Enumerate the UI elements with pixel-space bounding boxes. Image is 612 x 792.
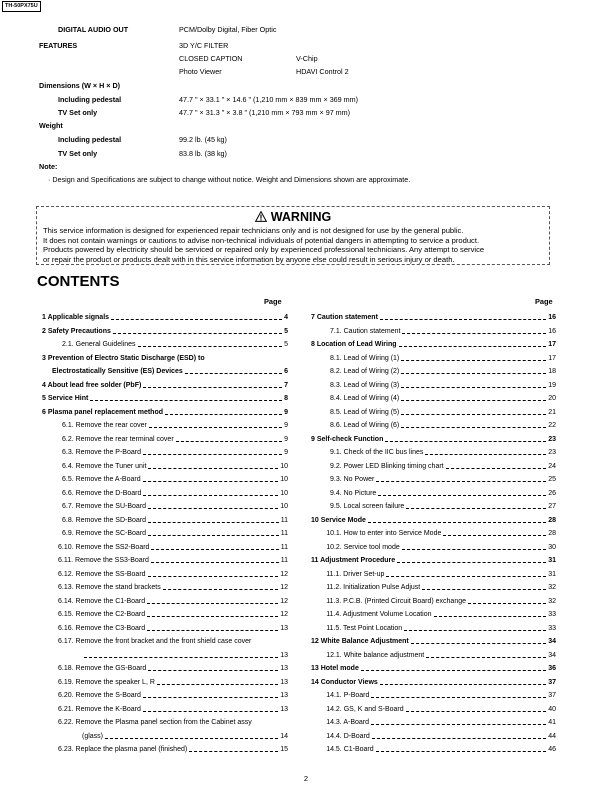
toc-entry[interactable] (330, 421, 556, 430)
toc-entry-page: 37 (548, 678, 556, 686)
toc-entry[interactable] (326, 570, 556, 579)
toc-entry[interactable] (330, 408, 556, 417)
toc-entry[interactable] (326, 705, 556, 714)
toc-leader-dots (376, 481, 546, 482)
toc-entry[interactable] (42, 394, 288, 403)
weight-label: Weight (39, 121, 63, 130)
toc-entry-title: 6.5. Remove the A-Board (62, 476, 141, 483)
toc-leader-dots (165, 414, 282, 415)
toc-entry[interactable] (330, 354, 556, 363)
toc-entry[interactable] (58, 624, 288, 633)
toc-entry-title: 6.9. Remove the SC-Board (62, 530, 147, 537)
toc-leader-dots (143, 387, 282, 388)
toc-entry-page: 5 (284, 327, 288, 335)
toc-entry-title: 14.4. D-Board (326, 732, 370, 740)
toc-entry[interactable] (311, 678, 556, 687)
toc-leader-dots (143, 481, 279, 482)
toc-entry[interactable] (62, 489, 288, 498)
toc-leader-dots (446, 468, 547, 469)
toc-entry-page: 6 (284, 368, 288, 375)
toc-entry-title: 14.5. C1-Board (326, 746, 374, 753)
toc-entry[interactable] (58, 637, 288, 646)
toc-entry-page: 20 (548, 395, 556, 402)
toc-entry[interactable] (326, 624, 556, 633)
toc-entry-title: 9.1. Check of the IIC bus lines (330, 449, 424, 456)
toc-entry-title: 8.3. Lead of Wiring (3) (330, 381, 400, 389)
toc-entry-title: 11.4. Adjustment Volume Location (326, 611, 432, 618)
toc-entry-title: 9.4. No Picture (330, 489, 377, 497)
toc-entry-title: (glass) (82, 732, 104, 740)
page-number: 2 (303, 774, 309, 783)
toc-leader-dots (402, 549, 546, 550)
dim-incl-value: 47.7 " × 33.1 " × 14.6 " (1,210 mm × 839 mm × 369 mm) (179, 95, 359, 104)
toc-entry[interactable] (62, 435, 288, 444)
toc-leader-dots (422, 589, 546, 590)
toc-entry-page: 13 (280, 665, 288, 672)
toc-entry-title: 2.1. General Guidelines (62, 341, 136, 348)
toc-entry[interactable] (58, 678, 288, 687)
toc-entry[interactable] (330, 475, 556, 484)
toc-entry-page: 17 (548, 354, 556, 362)
toc-entry[interactable] (62, 475, 288, 484)
toc-entry[interactable] (311, 516, 556, 525)
toc-entry-page: 10 (280, 503, 288, 510)
feature-item: HDAVI Control 2 (296, 67, 349, 76)
toc-entry-title: 10 Service Mode (311, 516, 366, 524)
toc-entry-title: 7 Caution statement (311, 314, 378, 321)
toc-entry-page: 16 (548, 314, 556, 321)
toc-entry[interactable] (311, 637, 556, 646)
toc-entry[interactable] (330, 394, 556, 403)
toc-entry-page: 12 (280, 611, 288, 618)
model-tag: TH-50PX75U (2, 1, 41, 12)
page-column-label-left: Page (264, 297, 282, 306)
features-label: FEATURES (39, 41, 78, 50)
toc-entry-page: 25 (548, 476, 556, 483)
toc-leader-dots (401, 387, 546, 388)
toc-entry[interactable] (58, 570, 288, 579)
toc-leader-dots (402, 333, 546, 334)
toc-leader-dots (468, 603, 546, 604)
toc-entry-page: 34 (548, 651, 556, 659)
warning-line: Products powered by electricity should be serviced or repaired only by experienced professional technicians. Any attempt to service (43, 245, 485, 255)
toc-leader-dots (401, 414, 546, 415)
toc-entry[interactable] (311, 313, 556, 322)
toc-entry-page: 44 (548, 732, 556, 740)
toc-entry-title: 6.10. Remove the SS2-Board (58, 543, 150, 551)
toc-leader-dots (434, 616, 547, 617)
toc-entry-title: 6.7. Remove the SU-Board (62, 503, 147, 510)
toc-entry-title: 6.12. Remove the SS-Board (58, 570, 146, 578)
toc-entry[interactable] (58, 583, 288, 592)
toc-leader-dots (371, 697, 546, 698)
toc-entry-page: 5 (284, 341, 288, 348)
toc-entry[interactable] (42, 313, 288, 322)
toc-entry-page: 23 (548, 435, 556, 443)
toc-leader-dots (401, 360, 546, 361)
toc-entry[interactable] (42, 408, 288, 417)
toc-leader-dots (84, 657, 278, 658)
toc-entry[interactable] (62, 516, 288, 525)
feature-item: V-Chip (296, 54, 318, 63)
toc-entry-page: 17 (548, 341, 556, 348)
toc-entry[interactable] (330, 381, 556, 390)
toc-entry-title: 7.1. Caution statement (330, 327, 401, 335)
toc-entry-page: 10 (280, 489, 288, 497)
toc-leader-dots (385, 441, 546, 442)
dimensions-label: Dimensions (W × H × D) (39, 81, 121, 90)
toc-leader-dots (372, 738, 546, 739)
toc-entry[interactable] (42, 354, 288, 363)
toc-entry-title: 14 Conductor Views (311, 678, 378, 686)
toc-entry-title: 11.1. Driver Set-up (326, 570, 385, 578)
toc-entry-title: 3 Prevention of Electro Static Discharge (ESD) to (42, 354, 205, 362)
toc-entry[interactable] (330, 327, 556, 336)
toc-entry-title: 13 Hotel mode (311, 665, 359, 672)
toc-entry-title: 9.5. Local screen failure (330, 503, 405, 510)
toc-entry-title: 9.3. No Power (330, 476, 375, 483)
toc-entry[interactable] (326, 529, 556, 538)
toc-leader-dots (176, 441, 282, 442)
toc-entry[interactable] (62, 529, 288, 538)
toc-entry[interactable] (326, 610, 556, 619)
toc-entry[interactable] (326, 718, 556, 727)
toc-entry[interactable] (58, 664, 288, 673)
toc-entry-page: 11 (280, 516, 288, 524)
toc-leader-dots (397, 562, 546, 563)
toc-leader-dots (111, 319, 282, 320)
toc-entry-page: 36 (548, 665, 556, 672)
toc-entry-page: 11 (280, 557, 288, 564)
toc-entry-title: 8.1. Lead of Wiring (1) (330, 354, 400, 362)
toc-entry-page: 12 (280, 597, 288, 605)
wt-tv-label: TV Set only (58, 149, 98, 158)
toc-entry-page: 22 (548, 422, 556, 429)
toc-entry-page: 13 (280, 651, 288, 659)
toc-leader-dots (401, 427, 546, 428)
toc-entry-page: 12 (280, 570, 288, 578)
warning-body (43, 226, 547, 264)
toc-entry-title: 4 About lead free solder (PbF) (42, 381, 142, 389)
toc-entry-title: 8.4. Lead of Wiring (4) (330, 395, 400, 402)
toc-entry-page: 9 (284, 449, 288, 456)
toc-leader-dots (443, 535, 546, 536)
toc-leader-dots (143, 495, 278, 496)
toc-leader-dots (401, 373, 546, 374)
toc-entry[interactable] (62, 421, 288, 430)
toc-entry-page: 4 (284, 314, 288, 321)
toc-entry-page: 23 (548, 449, 556, 456)
toc-entry-page: 11 (280, 530, 288, 537)
toc-entry[interactable] (58, 543, 288, 552)
toc-entry-page: 19 (548, 381, 556, 389)
digital-audio-out-value: PCM/Dolby Digital, Fiber Optic (179, 25, 277, 34)
toc-entry[interactable] (58, 745, 288, 754)
toc-entry-title: 14.3. A-Board (326, 719, 369, 726)
toc-entry[interactable] (311, 340, 556, 349)
toc-entry-title: 6.8. Remove the SD-Board (62, 516, 147, 524)
toc-entry-title: 11 Adjustment Procedure (311, 557, 396, 564)
toc-entry-title: 6.19. Remove the speaker L, R (58, 678, 155, 686)
toc-entry-page: 13 (280, 678, 288, 686)
toc-entry[interactable] (58, 705, 288, 714)
toc-leader-dots (406, 508, 546, 509)
toc-entry-page: 9 (284, 408, 288, 416)
toc-entry-page: 15 (280, 746, 288, 753)
feature-item: Photo Viewer (179, 67, 222, 76)
toc-leader-dots (90, 400, 282, 401)
toc-entry[interactable] (62, 462, 288, 471)
toc-entry[interactable] (58, 610, 288, 619)
toc-entry-page: 21 (548, 408, 556, 416)
toc-entry[interactable] (42, 381, 288, 390)
toc-entry-title: 14.1. P-Board (326, 692, 370, 699)
toc-leader-dots (376, 751, 547, 752)
contents-heading: CONTENTS (37, 273, 120, 290)
toc-entry-title: 6.17. Remove the front bracket and the front shield case cover (58, 638, 252, 645)
toc-entry-page: 7 (284, 381, 288, 389)
toc-entry-title: 1 Applicable signals (42, 314, 110, 321)
toc-entry[interactable] (330, 367, 556, 376)
toc-entry-page: 13 (280, 624, 288, 632)
toc-leader-dots (105, 738, 278, 739)
toc-entry-title: 9.2. Power LED Blinking timing chart (330, 462, 444, 470)
toc-entry[interactable] (42, 327, 288, 336)
toc-entry-page: 34 (548, 638, 556, 645)
toc-leader-dots (401, 400, 546, 401)
toc-entry-title: 10.1. How to enter into Service Mode (326, 530, 442, 537)
toc-leader-dots (425, 454, 546, 455)
warning-title-text: WARNING (270, 210, 332, 224)
toc-entry-title: 6.18. Remove the GS-Board (58, 665, 147, 672)
toc-entry-title: 2 Safety Precautions (42, 327, 111, 335)
dim-tv-label: TV Set only (58, 108, 98, 117)
toc-entry[interactable] (326, 651, 556, 660)
toc-leader-dots (149, 427, 282, 428)
warning-line: It does not contain warnings or cautions to advise non-technical individuals of potential dangers in attempting to service a product. (43, 235, 480, 245)
toc-entry-page: 30 (548, 543, 556, 551)
toc-entry-page: 18 (548, 368, 556, 375)
toc-entry-title: 12.1. White balance adjustment (326, 651, 425, 659)
toc-entry-page: 9 (284, 435, 288, 443)
toc-entry[interactable] (58, 691, 288, 700)
note-text: · Design and Specifications are subject to change without notice. Weight and Dimensions shown are approximate. (48, 175, 411, 184)
toc-entry-page: 31 (548, 570, 556, 578)
toc-leader-dots (399, 346, 547, 347)
toc-entry-page: 41 (548, 719, 556, 726)
toc-entry-title: 8.2. Lead of Wiring (2) (330, 368, 400, 375)
toc-leader-dots (406, 711, 547, 712)
toc-entry-page: 46 (548, 746, 556, 753)
toc-entry-page: 27 (548, 503, 556, 510)
toc-entry-page: 10 (280, 462, 288, 470)
toc-entry-page: 8 (284, 395, 288, 402)
toc-entry[interactable] (62, 502, 288, 511)
toc-leader-dots (361, 670, 546, 671)
toc-entry-page: 33 (548, 624, 556, 632)
warning-title (37, 210, 549, 225)
toc-leader-dots (185, 373, 282, 374)
toc-entry[interactable] (330, 489, 556, 498)
toc-entry-page: 40 (548, 705, 556, 713)
toc-entry-page: 37 (548, 692, 556, 699)
toc-entry-title: 5 Service Hint (42, 395, 89, 402)
toc-leader-dots (378, 495, 546, 496)
toc-leader-dots (404, 630, 546, 631)
toc-entry[interactable] (326, 597, 556, 606)
toc-entry-title: 6.23. Replace the plasma panel (finished) (58, 746, 188, 753)
toc-entry-title: 6.4. Remove the Tuner unit (62, 462, 147, 470)
toc-entry[interactable] (58, 718, 288, 727)
toc-entry-page: 14 (280, 732, 288, 740)
toc-entry-page: 9 (284, 422, 288, 429)
toc-entry[interactable] (52, 367, 288, 376)
toc-entry-page: 28 (548, 516, 556, 524)
toc-entry-title: 6.11. Remove the SS3-Board (58, 557, 149, 564)
toc-entry-title: 6.1. Remove the rear cover (62, 422, 147, 429)
toc-leader-dots (148, 576, 279, 577)
toc-entry-title: 9 Self-check Function (311, 435, 384, 443)
toc-leader-dots (163, 589, 278, 590)
feature-item: 3D Y/C FILTER (179, 41, 229, 50)
toc-entry-title: 6.6. Remove the D-Board (62, 489, 142, 497)
toc-entry[interactable] (326, 745, 556, 754)
toc-leader-dots (148, 670, 278, 671)
toc-entry-page: 11 (280, 543, 288, 551)
toc-entry[interactable] (326, 691, 556, 700)
toc-entry-page: 32 (548, 597, 556, 605)
toc-entry-page: 26 (548, 489, 556, 497)
toc-entry-title: 6.2. Remove the rear terminal cover (62, 435, 174, 443)
toc-leader-dots (143, 697, 278, 698)
toc-leader-dots (147, 603, 278, 604)
toc-entry-page: 16 (548, 327, 556, 335)
toc-entry-page: 28 (548, 530, 556, 537)
toc-entry[interactable] (330, 462, 556, 471)
toc-entry-title: 6.14. Remove the C1-Board (58, 597, 146, 605)
toc-leader-dots (147, 616, 278, 617)
toc-entry-title: Electrostatically Sensitive (ES) Devices (52, 368, 183, 375)
toc-entry-page: 32 (548, 584, 556, 591)
toc-leader-dots (426, 657, 546, 658)
toc-entry[interactable] (330, 502, 556, 511)
toc-leader-dots (189, 751, 278, 752)
warning-line: or repair the product or products dealt with in this service information by anyone else could result in serious injury or death. (43, 254, 455, 264)
toc-entry-title: 11.3. P.C.B. (Printed Circuit Board) exchange (326, 597, 466, 605)
toc-leader-dots (148, 468, 278, 469)
toc-entry[interactable] (311, 664, 556, 673)
toc-entry-title: 11.5. Test Point Location (326, 624, 403, 632)
wt-incl-label: Including pedestal (58, 135, 122, 144)
toc-leader-dots (151, 562, 279, 563)
warning-line: This service information is designed for experienced repair technicians only and is not designed for use by the general public. (43, 226, 464, 235)
note-label: Note: (39, 162, 58, 171)
toc-entry-page: 33 (548, 611, 556, 618)
toc-entry[interactable] (62, 448, 288, 457)
toc-entry[interactable] (82, 732, 288, 741)
toc-entry[interactable] (326, 583, 556, 592)
toc-entry[interactable] (326, 543, 556, 552)
toc-entry-page: 24 (548, 462, 556, 470)
toc-entry[interactable] (58, 556, 288, 565)
toc-leader-dots (380, 319, 546, 320)
toc-leader-dots (157, 684, 278, 685)
toc-entry-title: 8.5. Lead of Wiring (5) (330, 408, 400, 416)
toc-entry[interactable] (62, 340, 288, 349)
toc-entry[interactable] (311, 435, 556, 444)
toc-leader-dots (386, 576, 546, 577)
toc-entry-title: 14.2. GS, K and S-Board (326, 705, 404, 713)
toc-entry-title: 6.13. Remove the stand brackets (58, 584, 161, 591)
dim-tv-value: 47.7 " × 31.3 " × 3.8 " (1,210 mm × 793 mm × 97 mm) (179, 108, 351, 117)
toc-entry-page: 13 (280, 692, 288, 699)
toc-entry[interactable] (58, 597, 288, 606)
toc-entry-page: 13 (280, 705, 288, 713)
toc-entry-title: 6.15. Remove the C2-Board (58, 611, 146, 618)
toc-leader-dots (138, 346, 283, 347)
toc-entry-title: 8 Location of Lead Wiring (311, 341, 397, 348)
toc-entry-title: 6.20. Remove the S-Board (58, 692, 141, 699)
toc-leader-dots (143, 711, 278, 712)
toc-entry-title: 10.2. Service tool mode (326, 543, 400, 551)
toc-leader-dots (371, 724, 546, 725)
toc-leader-dots (143, 454, 282, 455)
toc-entry-title: 6.21. Remove the K-Board (58, 705, 141, 713)
toc-entry-title: 12 White Balance Adjustment (311, 638, 409, 645)
toc-leader-dots (411, 643, 546, 644)
toc-entry-title: 11.2. Initialization Pulse Adjust (326, 584, 421, 591)
feature-item: CLOSED CAPTION (179, 54, 243, 63)
page-column-label-right: Page (535, 297, 553, 306)
toc-entry-title: 6.22. Remove the Plasma panel section from the Cabinet assy (58, 719, 252, 726)
wt-tv-value: 83.8 lb. (38 kg) (179, 149, 227, 158)
toc-entry[interactable] (330, 448, 556, 457)
toc-leader-dots (368, 522, 546, 523)
toc-entry-page: 10 (280, 476, 288, 483)
wt-incl-value: 99.2 lb. (45 kg) (179, 135, 227, 144)
digital-audio-out-label: DIGITAL AUDIO OUT (58, 25, 129, 34)
toc-entry-title: 6.3. Remove the P-Board (62, 449, 141, 456)
warning-triangle-icon (255, 211, 267, 225)
toc-leader-dots (148, 535, 279, 536)
toc-entry-page: 31 (548, 557, 556, 564)
toc-entry-title: 6.16. Remove the C3-Board (58, 624, 146, 632)
toc-leader-dots (148, 522, 279, 523)
toc-entry[interactable] (82, 651, 288, 660)
toc-entry-page: 12 (280, 584, 288, 591)
toc-leader-dots (147, 630, 278, 631)
toc-leader-dots (380, 684, 546, 685)
warning-box (36, 206, 550, 265)
toc-entry[interactable] (311, 556, 556, 565)
toc-entry-title: 6 Plasma panel replacement method (42, 408, 163, 416)
toc-entry-title: 8.6. Lead of Wiring (6) (330, 422, 400, 429)
toc-leader-dots (148, 508, 278, 509)
dim-incl-label: Including pedestal (58, 95, 122, 104)
toc-leader-dots (113, 333, 282, 334)
toc-entry[interactable] (326, 732, 556, 741)
toc-leader-dots (151, 549, 278, 550)
